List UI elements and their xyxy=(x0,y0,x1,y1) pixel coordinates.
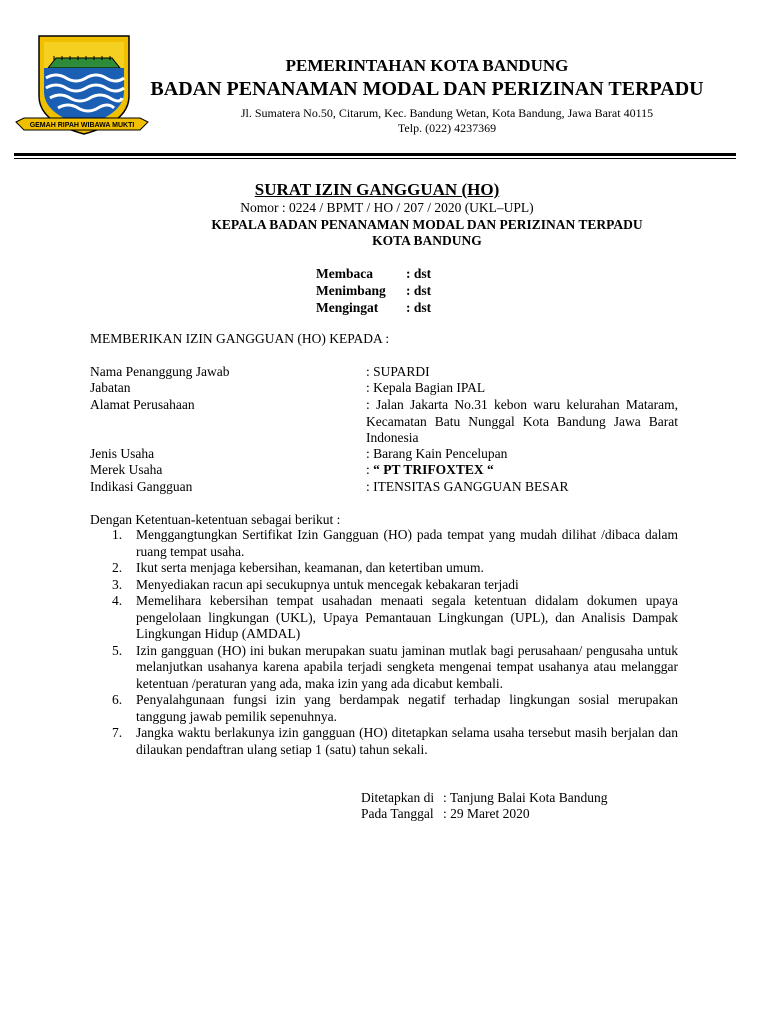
list-item xyxy=(90,692,678,725)
list-item xyxy=(90,577,678,594)
term-number: 7. xyxy=(112,725,123,740)
field-value-merek xyxy=(366,462,678,479)
term-text: Menyediakan racun api secukupnya untuk mencegak kebakaran terjadi xyxy=(136,576,519,592)
list-item xyxy=(90,560,678,577)
term-number: 2. xyxy=(112,560,123,575)
field-value-jenis: : Barang Kain Pencelupan xyxy=(366,446,508,461)
document-title: SURAT IZIN GANGGUAN (HO) xyxy=(254,180,500,199)
issuer-title-line1: KEPALA BADAN PENANAMAN MODAL DAN PERIZINAN TERPADU xyxy=(211,217,643,232)
logo-motto: GEMAH RIPAH WIBAWA MUKTI xyxy=(29,122,135,129)
field-label-alamat: Alamat Perusahaan xyxy=(90,397,195,412)
kota-bandung-coat-of-arms-logo xyxy=(14,34,150,138)
consideration-label: Menimbang xyxy=(316,283,386,298)
field-value-merek-name: “ PT TRIFOXTEX “ xyxy=(373,462,494,477)
consideration-value: : dst xyxy=(406,300,432,315)
term-number: 6. xyxy=(112,692,123,707)
list-item xyxy=(90,527,678,560)
letterhead-divider-thin xyxy=(14,158,736,159)
signature-place-label: Ditetapkan di xyxy=(361,790,435,805)
government-name: PEMERINTAHAN KOTA BANDUNG xyxy=(285,56,569,75)
terms-list xyxy=(90,527,678,758)
list-item xyxy=(90,643,678,693)
field-value-alamat: : Jalan Jakarta No.31 kebon waru kelurahan Mataram, Kecamatan Batu Nunggal Kota Bandung Jawa Barat Indonesia xyxy=(366,397,678,445)
signature-place-value: : Tanjung Balai Kota Bandung xyxy=(443,790,608,805)
term-number: 4. xyxy=(112,593,123,608)
field-label-nama: Nama Penanggung Jawab xyxy=(90,364,230,379)
consideration-value: : dst xyxy=(406,266,432,281)
field-value-nama: : SUPARDI xyxy=(366,364,430,379)
field-label-jabatan: Jabatan xyxy=(90,380,131,395)
term-number: 3. xyxy=(112,576,123,592)
consideration-label: Mengingat xyxy=(316,300,379,315)
term-text: Izin gangguan (HO) ini bukan merupakan suatu jaminan mutlak bagi perusahaan/ pengusaha untuk melanjutkan usahanya karena apabila terjadi sengketa mengenai tempat usahanya atau melanggar ketentuan /peraturan yang ada, maka izin yang ada dicabut kembali. xyxy=(136,642,678,691)
field-value-jabatan: : Kepala Bagian IPAL xyxy=(366,380,486,395)
field-label-indikasi: Indikasi Gangguan xyxy=(90,479,193,494)
terms-intro: Dengan Ketentuan-ketentuan sebagai berikut : xyxy=(90,512,341,527)
term-number: 5. xyxy=(112,642,123,658)
signature-date-value: : 29 Maret 2020 xyxy=(443,806,530,821)
term-text: Memelihara kebersihan tempat usahadan menaati segala ketentuan didalam dokumen upaya pengelolaan lingkungan (UKL), Upaya Pemantauan Lingkungan (UPL), dan Analisis Dampak Lingkungan Hidup (AMDAL) xyxy=(136,593,678,641)
signature-date-label: Pada Tanggal xyxy=(361,806,434,821)
issuer-title-line2: KOTA BANDUNG xyxy=(372,233,482,248)
term-text: Penyalahgunaan fungsi izin yang berdampak negatif terhadap lingkungan sosial merupakan tanggung jawab pemilik sepenuhnya. xyxy=(136,692,678,724)
term-text: Jangka waktu berlakunya izin gangguan (HO) ditetapkan selama usaha tersebut masih berjalan dan dilaukan pendaftran ulang setiap 1 (satu) tahun sekali. xyxy=(136,725,678,757)
field-value-merek-colon: : xyxy=(366,462,374,477)
agency-phone: Telp. (022) 4237369 xyxy=(397,121,497,135)
field-value-indikasi: : ITENSITAS GANGGUAN BESAR xyxy=(366,479,569,494)
consideration-label: Membaca xyxy=(316,266,373,281)
letterhead-divider-thick xyxy=(14,153,736,156)
term-number: 1. xyxy=(112,527,123,542)
list-item xyxy=(90,725,678,758)
agency-address: Jl. Sumatera No.50, Citarum, Kec. Bandung Wetan, Kota Bandung, Jawa Barat 40115 xyxy=(240,106,654,120)
term-text: Ikut serta menjaga kebersihan, keamanan, dan ketertiban umum. xyxy=(136,560,484,575)
term-text: Menggangtungkan Sertifikat Izin Gangguan (HO) pada tempat yang mudah dilihat /dibaca dalam ruang tempat usaha. xyxy=(136,527,678,559)
list-item xyxy=(90,593,678,643)
field-label-jenis: Jenis Usaha xyxy=(90,446,155,461)
agency-name: BADAN PENANAMAN MODAL DAN PERIZINAN TERPADU xyxy=(150,78,704,100)
field-label-merek: Merek Usaha xyxy=(90,462,163,477)
document-number: Nomor : 0224 / BPMT / HO / 207 / 2020 (UKL–UPL) xyxy=(240,200,534,215)
grant-heading: MEMBERIKAN IZIN GANGGUAN (HO) KEPADA : xyxy=(90,331,390,346)
consideration-value: : dst xyxy=(406,283,432,298)
